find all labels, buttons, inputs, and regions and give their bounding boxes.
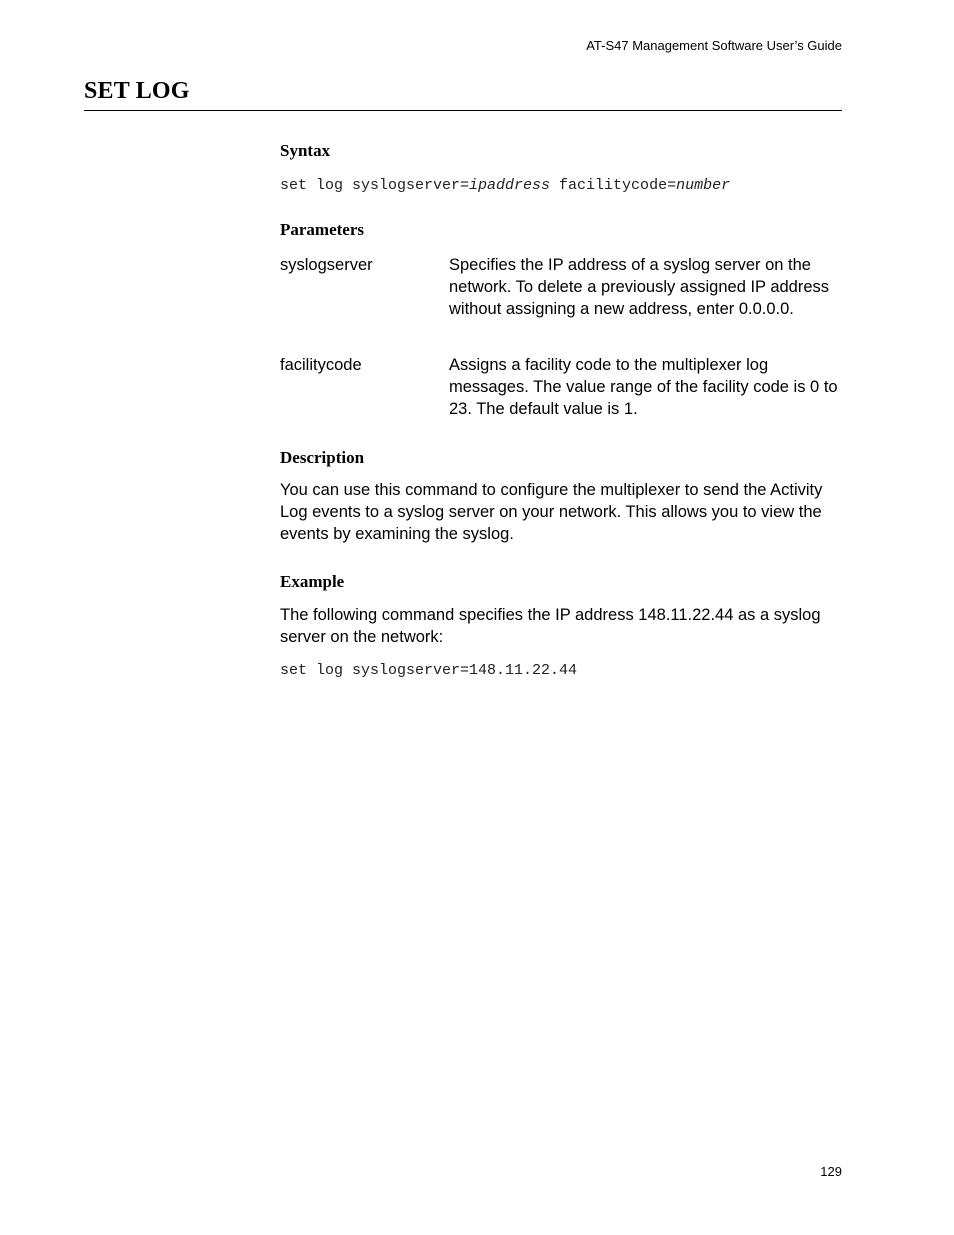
example-text: The following command specifies the IP address 148.11.22.44 as a syslog server on the network: [280, 606, 821, 646]
section-title: SET LOG [84, 78, 190, 104]
description-text: You can use this command to configure the multiplexer to send the Activity Log events to a syslog server on your network. This allows you to view the events by examining the syslog. [280, 481, 823, 543]
title-rule [84, 110, 842, 111]
parameters-heading: Parameters [280, 220, 365, 239]
syntax-heading: Syntax [280, 141, 331, 160]
page-number: 129 [820, 1164, 842, 1179]
syntax-command [280, 177, 730, 194]
syntax-command-part: facilitycode= [550, 177, 677, 194]
syntax-argument: ipaddress [469, 177, 551, 194]
parameter-name: syslogserver [280, 256, 373, 274]
example-command: set log syslogserver=148.11.22.44 [280, 662, 578, 679]
parameter-description: Assigns a facility code to the multiplexer log messages. The value range of the facility code is 0 to 23. The default value is 1. [449, 356, 838, 418]
parameter-name: facilitycode [280, 356, 362, 374]
syntax-command-part: set log syslogserver= [280, 177, 470, 194]
running-header: AT-S47 Management Software User’s Guide [586, 38, 842, 53]
syntax-argument: number [676, 177, 731, 194]
example-heading: Example [280, 572, 345, 591]
parameter-description: Specifies the IP address of a syslog server on the network. To delete a previously assigned IP address without assigning a new address, enter 0.0.0.0. [449, 256, 830, 318]
description-heading: Description [280, 448, 365, 467]
